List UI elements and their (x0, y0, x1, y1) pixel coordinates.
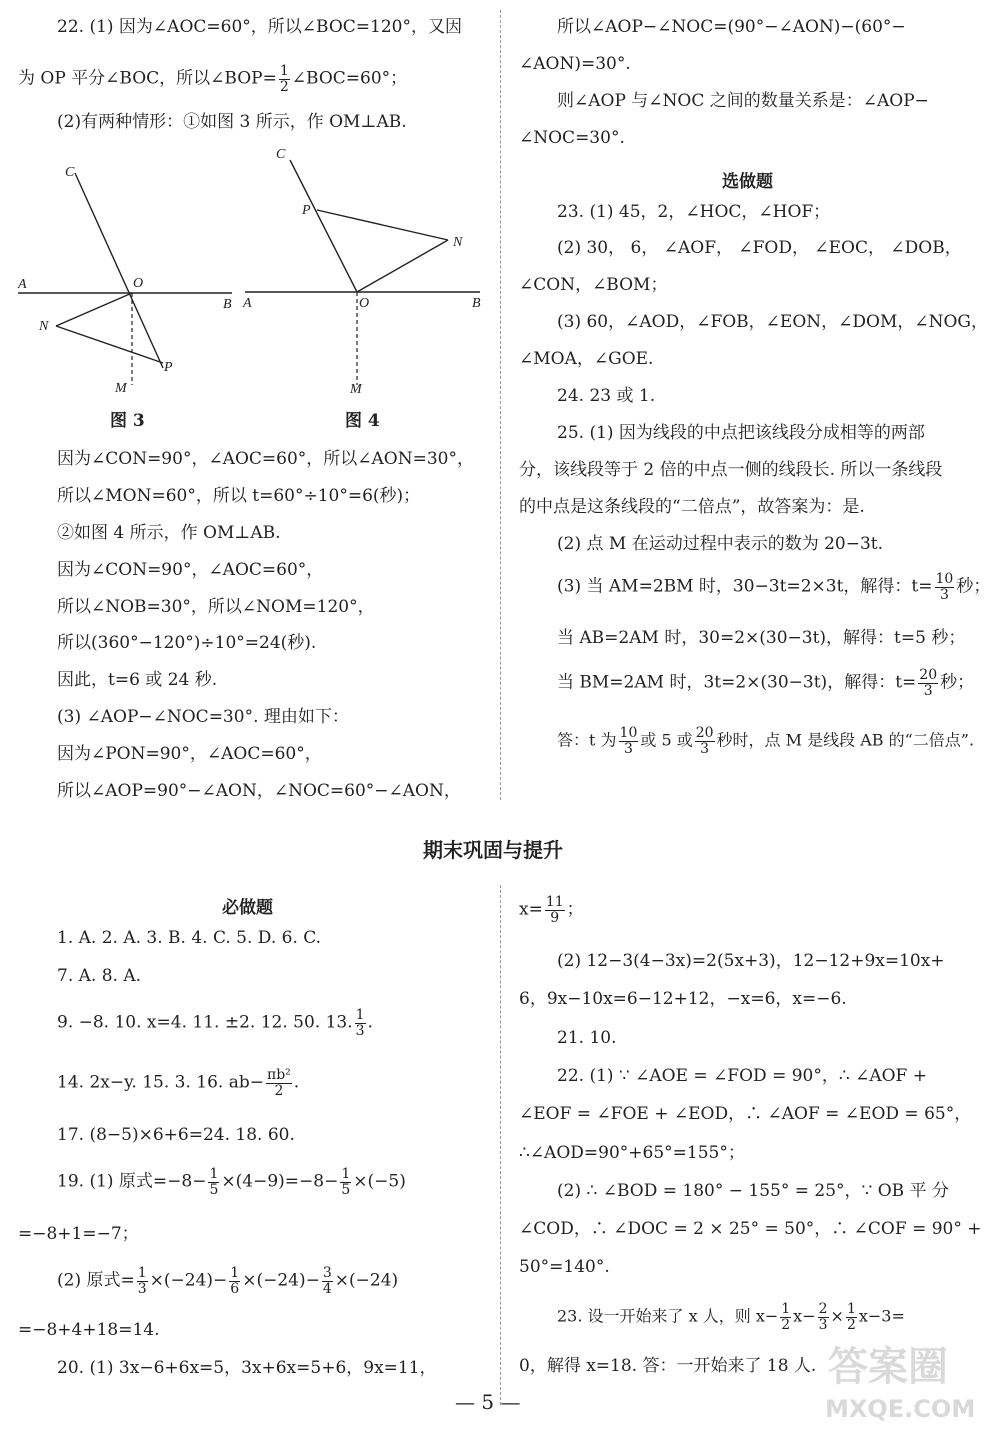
fraction: $\frac{2}{3}$ (818, 1301, 828, 1333)
q22-line3: (2)有两种情形：①如图 3 所示，作 OM⊥AB. (57, 112, 407, 132)
fraction: $\frac{11}{9}$ (545, 894, 564, 926)
fraction: $\frac{1}{5}$ (209, 1166, 219, 1198)
q22-line2: 为 OP 平分∠BOC，所以∠BOP= $\frac{1}{2}$ ∠BOC=60°； (18, 63, 408, 95)
c-line4: 21. 10. (557, 1028, 617, 1048)
c-line12: 0，解得 x=18. 答：一开始来了 18 人. (519, 1356, 817, 1376)
fraction: $\frac{10}{3}$ (935, 571, 954, 603)
b-line1: 1. A. 2. A. 3. B. 4. C. 5. D. 6. C. (57, 928, 322, 948)
r-line1: 所以∠AOP−∠NOC=(90°−∠AON)−(60°− (557, 17, 906, 37)
b-line2: 7. A. 8. A. (57, 966, 142, 986)
c-line10: 50°=140°. (519, 1257, 610, 1277)
q22-line12: 因为∠PON=90°，∠AOC=60°， (57, 744, 322, 764)
c-line1: x= $\frac{11}{9}$ ； (519, 894, 584, 926)
fraction: $\frac{3}{4}$ (322, 1265, 332, 1297)
required-heading: 必做题 (222, 898, 273, 918)
r-line6: (2) 30， 6， ∠AOF， ∠FOD， ∠EOC， ∠DOB， (557, 238, 962, 258)
r-line5: 23. (1) 45，2，∠HOC，∠HOF； (557, 202, 831, 222)
optional-heading: 选做题 (722, 172, 773, 192)
r-line15: (3) 当 AM=2BM 时，30−3t=2×3t，解得：t= $\frac{10}{3}$ 秒； (557, 571, 991, 603)
fig3-label-N: N (39, 319, 49, 334)
r-line3: 则∠AOP 与∠NOC 之间的数量关系是：∠AOP− (557, 91, 929, 111)
watermark-cn: 答案圈 (828, 1344, 948, 1390)
q22-line4: 因为∠CON=90°，∠AOC=60°，所以∠AON=30°， (57, 449, 474, 469)
q22-line1: 22. (1) 因为∠AOC=60°，所以∠BOC=120°，又因 (57, 17, 462, 37)
fraction: $\frac{1}{5}$ (341, 1166, 351, 1198)
fig3-label-A: A (18, 277, 27, 292)
figure-3-caption: 图 3 (110, 411, 145, 431)
fig4-label-O: O (359, 296, 370, 311)
fraction: $\frac{20}{3}$ (919, 667, 938, 699)
r-line4: ∠NOC=30°. (519, 128, 625, 148)
fraction: $\frac{1}{6}$ (230, 1265, 240, 1297)
column-divider-bottom (500, 885, 501, 1405)
q22-line9: 所以(360°−120°)÷10°=24(秒). (57, 633, 317, 653)
fig4-label-N: N (453, 235, 463, 250)
fraction: $\frac{1}{2}$ (781, 1301, 791, 1333)
c-line3: 6，9x−10x=6−12+12，−x=6，x=−6. (519, 989, 847, 1009)
r-line10: 24. 23 或 1. (557, 386, 656, 406)
r-line14: (2) 点 M 在运动过程中表示的数为 20−3t. (557, 534, 884, 554)
fig3-label-P: P (164, 360, 173, 375)
fig4-label-M: M (350, 382, 362, 397)
r-line7: ∠CON，∠BOM； (519, 275, 668, 295)
watermark-en: MXQE.COM (825, 1395, 976, 1423)
fraction: $\frac{\text{πb²}}{2}$ (267, 1067, 291, 1099)
figure-3 (10, 160, 245, 400)
q22-line7: 因为∠CON=90°，∠AOC=60°， (57, 560, 324, 580)
c-line2: (2) 12−3(4−3x)=2(5x+3)，12−12+9x=10x+ (557, 951, 945, 971)
fig3-label-M: M (115, 381, 127, 396)
q22-line10: 因此，t=6 或 24 秒. (57, 670, 218, 690)
r-line13: 的中点是这条线段的“二倍点”，故答案为：是. (519, 497, 865, 517)
q22-line5: 所以∠MON=60°，所以 t=60°÷10°=6(秒)； (57, 486, 421, 506)
q22-line11: (3) ∠AOP−∠NOC=30°. 理由如下： (57, 707, 349, 727)
c-line6: ∠EOF = ∠FOE + ∠EOD，∴ ∠AOF = ∠EOD = 65°， (519, 1104, 972, 1124)
r-line16: 当 AB=2AM 时，30=2×(30−3t)，解得：t=5 秒； (557, 628, 966, 648)
r-line9: ∠MOA，∠GOE. (519, 349, 654, 369)
b-line5: 17. (8−5)×6+6=24. 18. 60. (57, 1125, 295, 1145)
c-line9: ∠COD，∴ ∠DOC = 2 × 25° = 50°，∴ ∠COF = 90° + (519, 1219, 982, 1239)
r-line8: (3) 60，∠AOD，∠FOB，∠EON，∠DOM，∠NOG， (557, 312, 988, 332)
page-number: — 5 — (455, 1390, 521, 1414)
r-line18: 答：t 为 $\frac{10}{3}$ 或 5 或 $\frac{20}{3}$ 秒时，点 M 是线段 AB 的“二倍点”. (557, 725, 975, 757)
fraction: $\frac{10}{3}$ (619, 725, 638, 757)
section-title: 期末巩固与提升 (423, 838, 563, 862)
fig4-label-C: C (276, 147, 286, 162)
fig4-label-A: A (243, 296, 252, 311)
column-divider-top (500, 10, 501, 800)
fraction: $\frac{1}{2}$ (279, 63, 289, 95)
b-line6: 19. (1) 原式=−8− $\frac{1}{5}$ ×(4−9)=−8− $\frac{1}{5}$ ×(−5) (57, 1166, 406, 1198)
fig4-label-P: P (302, 203, 311, 218)
figure-4-caption: 图 4 (345, 411, 380, 431)
r-line12: 分，该线段等于 2 倍的中点一侧的线段长. 所以一条线段 (519, 460, 943, 480)
q22-line6: ②如图 4 所示，作 OM⊥AB. (57, 523, 281, 543)
r-line17: 当 BM=2AM 时，3t=2×(30−3t)，解得：t= $\frac{20}{3}$ 秒； (557, 667, 975, 699)
q22-line13: 所以∠AOP=90°−∠AON，∠NOC=60°−∠AON， (57, 781, 461, 801)
c-line11: 23. 设一开始来了 x 人，则 x− $\frac{1}{2}$ x− $\frac{2}{3}$ × $\frac{1}{2}$ x−3= (557, 1301, 905, 1333)
figure-4 (235, 140, 490, 400)
b-line3: 9. −8. 10. x=4. 11. ±2. 12. 50. 13. $\frac{1}{3}$ . (57, 1007, 373, 1039)
fraction: $\frac{20}{3}$ (695, 725, 714, 757)
fig3-label-B: B (223, 297, 232, 312)
fraction: $\frac{1}{3}$ (355, 1007, 365, 1039)
fig3-label-C: C (65, 165, 75, 180)
r-line2: ∠AON)=30°. (519, 54, 631, 74)
c-line5: 22. (1) ∵ ∠AOE = ∠FOD = 90°，∴ ∠AOF + (557, 1066, 927, 1086)
fig3-label-O: O (133, 276, 144, 291)
fig4-label-B: B (472, 296, 481, 311)
c-line7: ∴∠AOD=90°+65°=155°； (519, 1143, 745, 1163)
b-line10: 20. (1) 3x−6+6x=5，3x+6x=5+6，9x=11， (57, 1358, 437, 1378)
b-line4: 14. 2x−y. 15. 3. 16. ab− $\frac{\text{πb²}}{2}$ . (57, 1067, 300, 1099)
r-line11: 25. (1) 因为线段的中点把该线段分成相等的两部 (557, 423, 925, 443)
fraction: $\frac{1}{3}$ (137, 1265, 147, 1297)
b-line8: (2) 原式= $\frac{1}{3}$ ×(−24)− $\frac{1}{6}$ ×(−24)− $\frac{3}{4}$ ×(−24) (57, 1265, 399, 1297)
c-line8: (2) ∴ ∠BOD = 180° − 155° = 25°，∵ OB 平 分 (557, 1181, 949, 1201)
fraction: $\frac{1}{2}$ (846, 1301, 856, 1333)
b-line9: =−8+4+18=14. (18, 1320, 160, 1340)
q22-line8: 所以∠NOB=30°，所以∠NOM=120°， (57, 597, 375, 617)
b-line7: =−8+1=−7； (18, 1224, 139, 1244)
